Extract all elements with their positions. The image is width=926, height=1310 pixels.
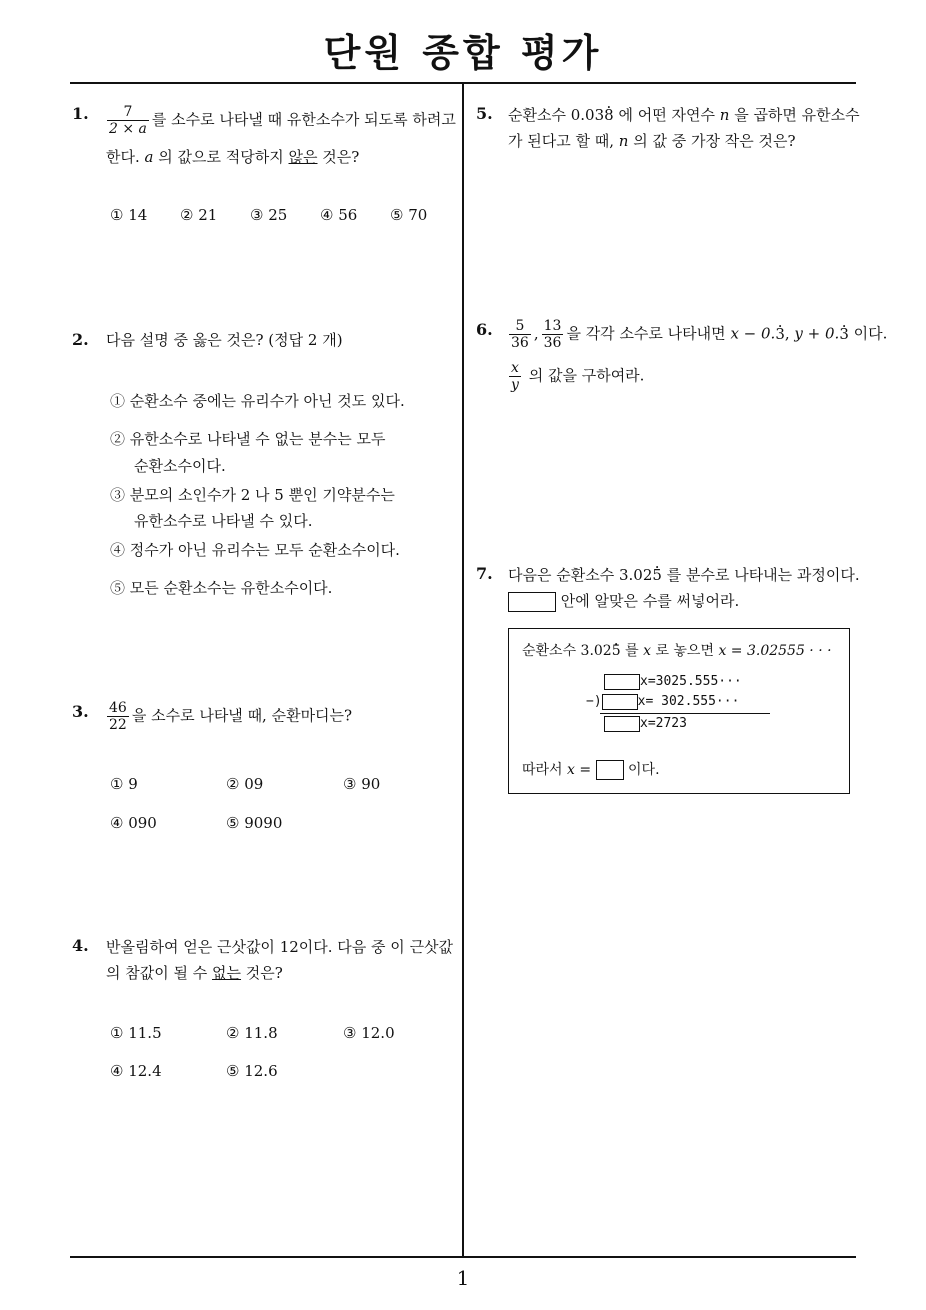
q4-option-2[interactable]: ② 11.8 <box>226 1024 278 1042</box>
q2-option-3-cont: 유한소수로 나타낼 수 있다. <box>134 512 313 530</box>
q2-option-1[interactable]: ① 순환소수 중에는 유리수가 아닌 것도 있다. <box>110 392 405 410</box>
q4-option-4[interactable]: ④ 12.4 <box>110 1062 162 1080</box>
q1-line2: 한다. a 의 값으로 적당하지 않은 것은? <box>106 148 360 166</box>
answer-box-example <box>508 592 556 612</box>
q1-option-2[interactable]: ② 21 <box>180 206 218 224</box>
page-title: 단원 종합 평가 <box>323 31 603 75</box>
q1-fraction: $\frac{7}{2 \times a}$ <box>109 104 147 137</box>
q4-option-1[interactable]: ① 11.5 <box>110 1024 162 1042</box>
q6-number: 6. <box>476 320 493 339</box>
q4-line2: 의 참값이 될 수 없는 것은? <box>106 964 283 982</box>
q1-option-5[interactable]: ⑤ 70 <box>390 206 428 224</box>
q5-line1: 순환소수 0.038 · 에 어떤 자연수 n 을 곱하면 유한소수 <box>508 102 860 128</box>
q1-line1: $\frac{7}{2 \times a}$ 를 소수로 나타낼 때 유한소수가 되도록 하려고 <box>109 104 456 137</box>
page-number: 1 <box>456 1266 470 1290</box>
q1-option-4[interactable]: ④ 56 <box>320 206 358 224</box>
q2-number: 2. <box>72 330 89 349</box>
q2-option-2-cont: 순환소수이다. <box>134 457 226 475</box>
q3-option-5[interactable]: ⑤ 9090 <box>226 814 283 832</box>
q4-line1: 반올림하여 얻은 근삿값이 12이다. 다음 중 이 근삿값 <box>106 938 454 956</box>
answer-box-final[interactable] <box>596 760 624 780</box>
solution-row-3: x=2723 <box>604 713 687 735</box>
solution-line1: 순환소수 3.025 · 를 x 로 놓으면 x = 3.02555 · · · <box>522 638 832 664</box>
q4-option-3[interactable]: ③ 12.0 <box>343 1024 395 1042</box>
q4-number: 4. <box>72 936 89 955</box>
q3-number: 3. <box>72 702 89 721</box>
answer-box-1[interactable] <box>604 674 640 690</box>
q2-text: 다음 설명 중 옳은 것은? (정답 2 개) <box>106 331 343 349</box>
q2-option-5[interactable]: ⑤ 모든 순환소수는 유한소수이다. <box>110 579 333 597</box>
q3-option-1[interactable]: ① 9 <box>110 775 138 793</box>
q2-option-2[interactable]: ② 유한소수로 나타낼 수 없는 분수는 모두 <box>110 430 386 448</box>
solution-row-1: x=3025.555··· <box>604 671 742 693</box>
q6-line1: $\frac{5}{36}$ , $\frac{13}{36}$ 을 각각 소수로 나타내면 x − 0.3 ·, y + 0.3 · 이다. <box>506 318 887 351</box>
q6-line2: $\frac{x}{y}$ 의 값을 구하여라. <box>511 360 645 393</box>
q3-fraction: $\frac{46}{22}$ <box>109 700 127 733</box>
q6-fraction-3: $\frac{x}{y}$ <box>511 360 519 393</box>
q7-number: 7. <box>476 564 493 583</box>
q7-line1: 다음은 순환소수 3.025 · 를 분수로 나타내는 과정이다. <box>508 562 860 588</box>
q2-option-4[interactable]: ④ 정수가 아닌 유리수는 모두 순환소수이다. <box>110 541 400 559</box>
answer-box-3[interactable] <box>604 716 640 732</box>
q1-number: 1. <box>72 104 89 123</box>
q3-option-3[interactable]: ③ 90 <box>343 775 381 793</box>
solution-row-2: −) x= 302.555··· <box>586 694 740 709</box>
answer-box-2[interactable] <box>602 694 638 710</box>
column-divider <box>462 83 464 1257</box>
q6-fraction-2: $\frac{13}{36}$ <box>543 318 562 351</box>
q3-option-4[interactable]: ④ 090 <box>110 814 157 832</box>
solution-final: 따라서 x = 이다. <box>522 762 660 778</box>
q6-fraction-1: $\frac{5}{36}$ <box>511 318 529 351</box>
q2-option-3[interactable]: ③ 분모의 소인수가 2 나 5 뿐인 기약분수는 <box>110 486 395 504</box>
bottom-divider <box>70 1256 856 1258</box>
q3-option-2[interactable]: ② 09 <box>226 775 264 793</box>
q3-line: $\frac{46}{22}$ 을 소수로 나타낼 때, 순환마디는? <box>109 700 353 733</box>
q5-number: 5. <box>476 104 493 123</box>
q1-option-1[interactable]: ① 14 <box>110 206 148 224</box>
q4-option-5[interactable]: ⑤ 12.6 <box>226 1062 278 1080</box>
q7-line2: 안에 알맞은 수를 써넣어라. <box>508 588 739 614</box>
q1-option-3[interactable]: ③ 25 <box>250 206 288 224</box>
q5-line2: 가 된다고 할 때, n 의 값 중 가장 작은 것은? <box>508 132 796 150</box>
